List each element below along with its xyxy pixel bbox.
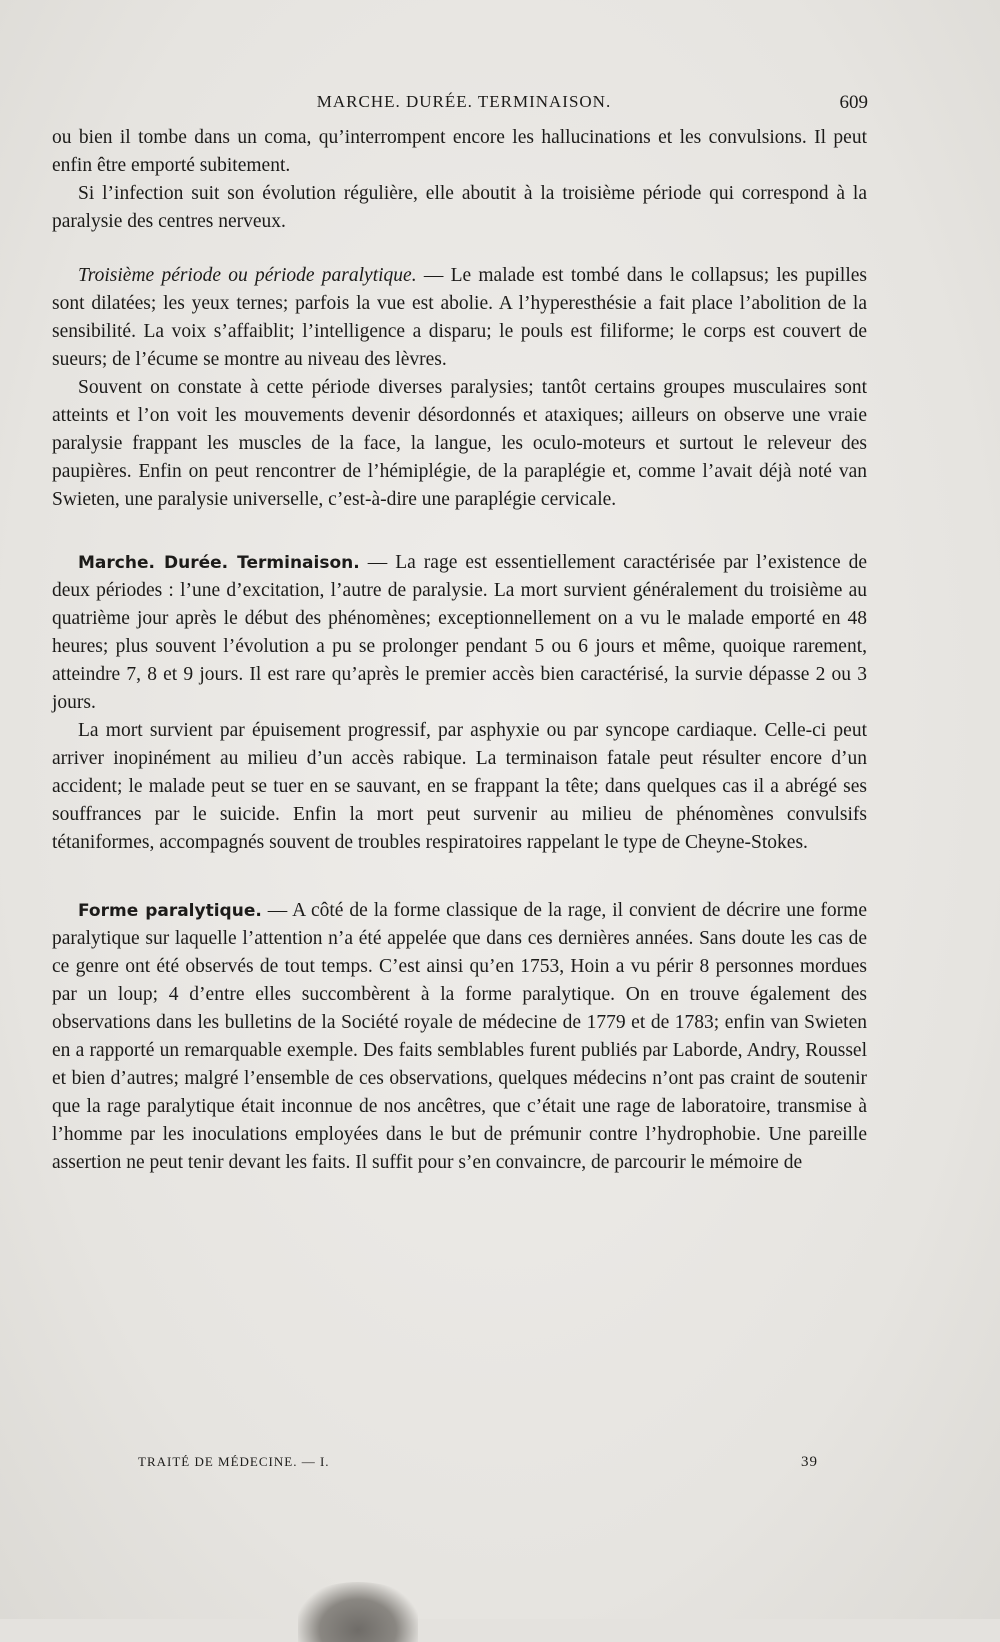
section-heading-forme-paralytique: Forme paralytique. <box>78 901 262 921</box>
paper-stain <box>298 1582 418 1642</box>
paragraph-text: — A côté de la forme classique de la rage, il convient de décrire une forme paralytique sur laquelle l’attention n’a été appelée que dans ces dernières années. Sans doute les cas de ce genre ont été observés de tout temps. C’est ainsi qu’en 1753, Hoin a vu périr 8 personnes mordues par un loup; 4 d’entre elles succombèrent à la forme paralytique. On en trouve également des observations dans les bulletins de la Société royale de médecine de 1779 et de 1783; enfin van Swieten en a rapporté un remarquable exemple. Des faits semblables furent publiés par Laborde, Andry, Roussel et bien d’autres; malgré l’ensemble de ces observations, quelques médecins n’ont pas craint de soutenir que la rage paralytique était inconnue de nos ancêtres, que c’était une rage de laboratoire, transmise à l’homme par les inoculations employées dans le but de prémunir contre l’hydrophobie. Une pareille assertion ne peut tenir devant les faits. Il suffit pour s’en convaincre, de parcourir le mémoire de <box>52 900 867 1173</box>
page-footer <box>138 1454 818 1476</box>
paragraph: La mort survient par épuisement progressif, par asphyxie ou par syncope cardiaque. Celle-ci peut arriver inopinément au milieu d’un accès rabique. La terminaison fatale peut résulter encore d’un accident; le malade peut se tuer en se sauvant, en se frappant la tête; dans quelques cas il a abrégé ses souffrances par le suicide. Enfin la mort peut survenir au milieu de phénomènes convulsifs tétaniformes, accompagnés souvent de troubles respiratoires rappelant le type de Cheyne-Stokes. <box>52 720 867 853</box>
paragraph-continuation: ou bien il tombe dans un coma, qu’interrompent encore les hallucinations et les convulsions. Il peut enfin être emporté subitement. <box>52 127 867 176</box>
body-text <box>52 124 867 1177</box>
paragraph: Si l’infection suit son évolution régulière, elle aboutit à la troisième période qui correspond à la paralysie des centres nerveux. <box>52 183 867 232</box>
paragraph-marche <box>52 549 867 717</box>
page-number: 609 <box>839 92 868 113</box>
section-heading-third-period: Troisième période ou période paralytique. <box>78 265 417 286</box>
paragraph-third-period <box>52 262 867 374</box>
footer-book-title: TRAITÉ DE MÉDECINE. — I. <box>138 1454 330 1469</box>
paragraph: Souvent on constate à cette période diverses paralysies; tantôt certains groupes musculaires sont atteints et l’on voit les mouvements devenir désordonnés et ataxiques; ailleurs on observe une vraie paralysie frappant les muscles de la face, la langue, les oculo-moteurs et surtout le releveur des paupières. Enfin on peut rencontrer de l’hémiplégie, de la paraplégie et, comme l’avait déjà noté van Swieten, une paralysie universelle, c’est-à-dire une paraplégie cervicale. <box>52 377 867 510</box>
paragraph-text: — La rage est essentiellement caractérisée par l’existence de deux périodes : l’une d’excitation, l’autre de paralysie. La mort survient généralement du troisième au quatrième jour après le début des phénomènes; exceptionnellement on a vu le malade emporté en 48 heures; plus souvent l’évolution a pu se prolonger pendant 5 ou 6 jours et même, quoique rarement, atteindre 7, 8 et 9 jours. Il est rare qu’après le premier accès bien caractérisé, la survie dépasse 2 ou 3 jours. <box>52 552 868 713</box>
section-heading-marche: Marche. Durée. Terminaison. <box>78 553 360 573</box>
paragraph-forme-paralytique <box>52 897 867 1177</box>
paragraph-text: — Le malade est tombé dans le collapsus; les pupilles sont dilatées; les yeux ternes; parfois la vue est abolie. A l’hyperesthésie a fait place l’abolition de la sensibilité. La voix s’affaiblit; l’intelligence a disparu; le pouls est filiforme; le corps est couvert de sueurs; de l’écume se montre au niveau des lèvres. <box>52 265 867 370</box>
running-header <box>60 92 868 118</box>
running-title: MARCHE. DURÉE. TERMINAISON. <box>316 92 612 111</box>
footer-signature-mark: 39 <box>801 1454 818 1470</box>
